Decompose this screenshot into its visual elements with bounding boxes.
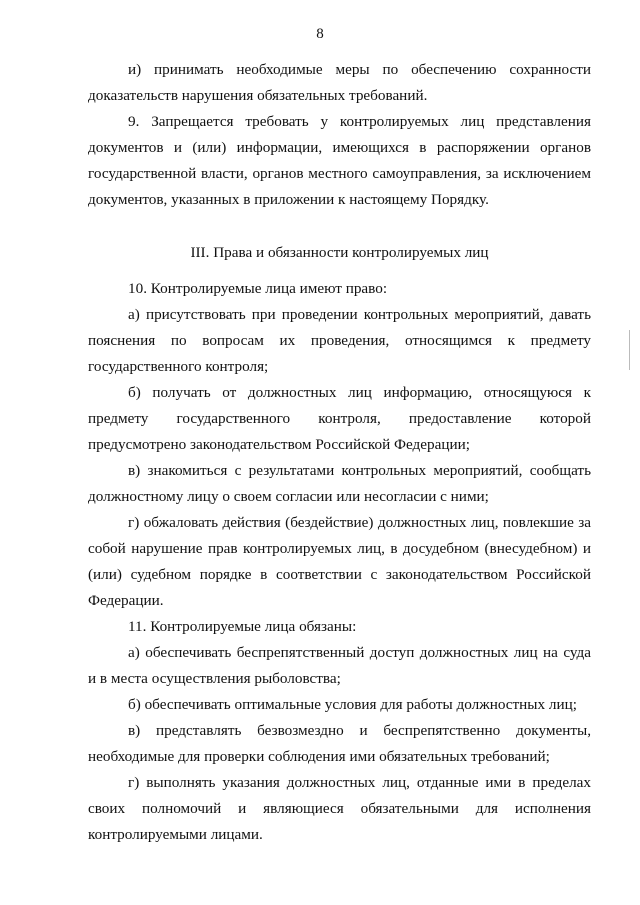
paragraph-item-11-b: б) обеспечивать оптимальные условия для работы должностных лиц; [128, 696, 577, 713]
document-body [88, 57, 591, 848]
section-heading: III. Права и обязанности контролируемых лиц [190, 244, 489, 261]
paragraph-item-11-a: а) обеспечивать беспрепятственный доступ должностных лиц на суда и в места осуществления рыболовства; [88, 644, 591, 687]
paragraph-item-10-g: г) обжаловать действия (бездействие) должностных лиц, повлекшие за собой нарушение прав контролируемых лиц, в досудебном (внесудебном) и (или) судебном порядке в соответствии с законодательством Российской Федерации. [88, 514, 591, 609]
paragraph-item-i: и) принимать необходимые меры по обеспечению сохранности доказательств нарушения обязательных требований. [88, 61, 591, 104]
page-number: 8 [316, 26, 324, 42]
paragraph-item-11-v: в) представлять безвозмездно и беспрепятственно документы, необходимые для проверки соблюдения ими обязательных требований; [88, 722, 591, 765]
scan-artifact [629, 330, 630, 370]
paragraph-item-10-b: б) получать от должностных лиц информацию, относящуюся к предмету государственного контроля, предоставление которой предусмотрено законодательством Российской Федерации; [88, 384, 591, 453]
paragraph-item-10: 10. Контролируемые лица имеют право: [128, 280, 388, 297]
paragraph-item-11: 11. Контролируемые лица обязаны: [128, 618, 357, 635]
paragraph-item-11-g: г) выполнять указания должностных лиц, отданные ими в пределах своих полномочий и являющиеся обязательными для исполнения контролируемыми лицами. [88, 774, 591, 843]
paragraph-item-10-a: а) присутствовать при проведении контрольных мероприятий, давать пояснения по вопросам их проведения, относящимся к предмету государственного контроля; [88, 306, 591, 375]
paragraph-item-10-v: в) знакомиться с результатами контрольных мероприятий, сообщать должностному лицу о своем согласии или несогласии с ними; [88, 462, 591, 505]
paragraph-item-9: 9. Запрещается требовать у контролируемых лиц представления документов и (или) информации, имеющихся в распоряжении органов государственной власти, органов местного самоуправления, за исключением документов, указанных в приложении к настоящему Порядку. [88, 113, 591, 208]
